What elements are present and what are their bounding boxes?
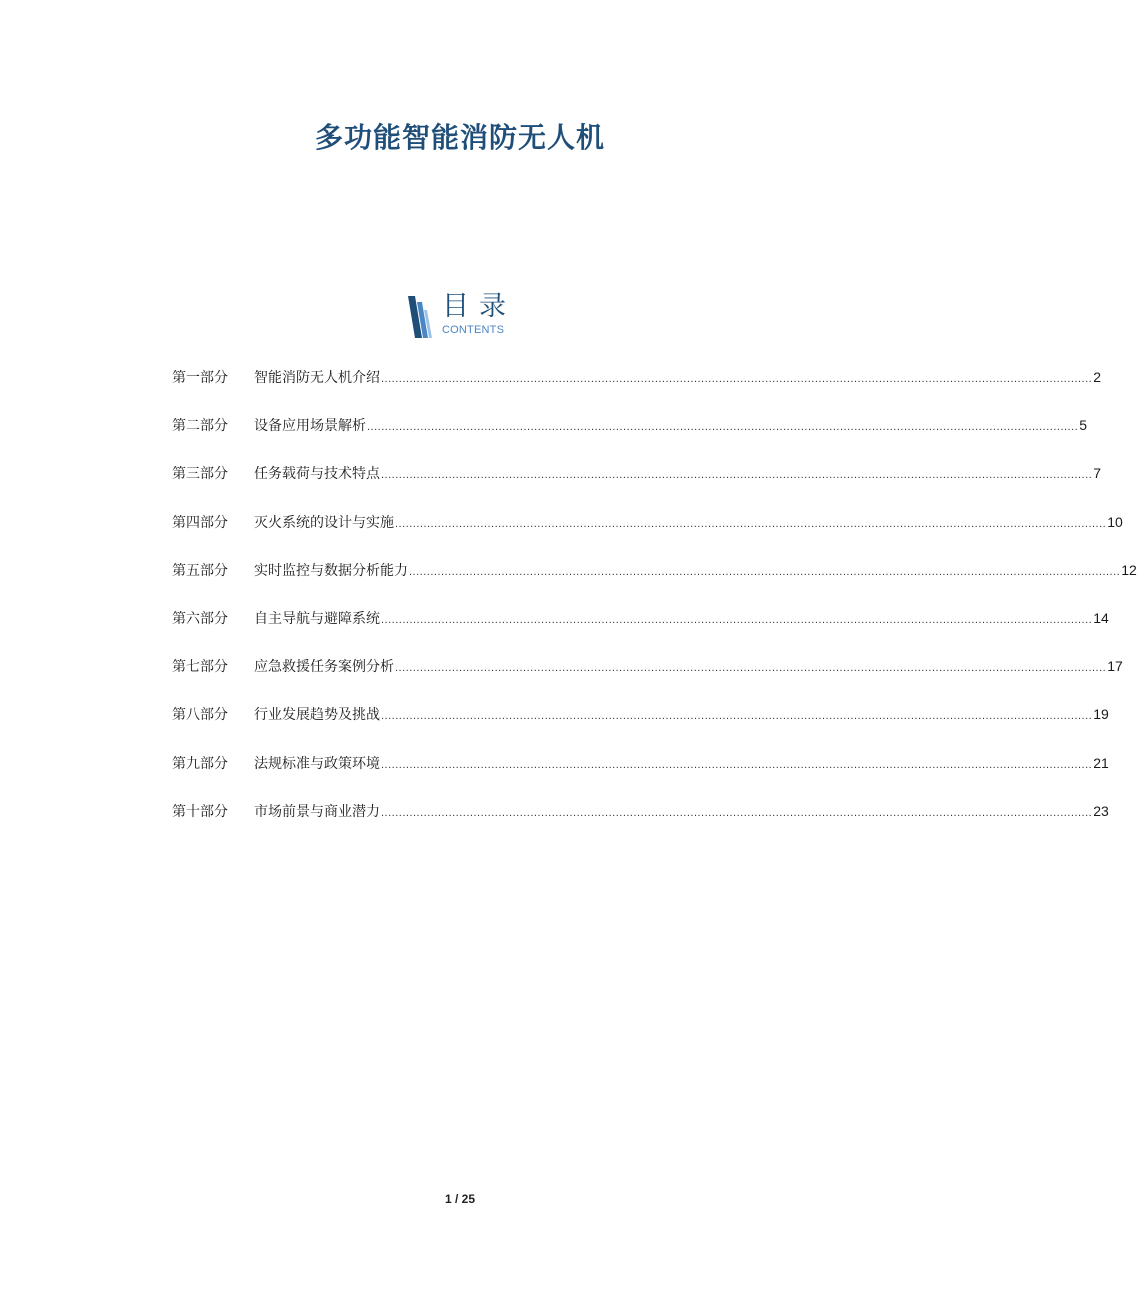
toc-entry-title: 自主导航与避障系统 (254, 610, 380, 627)
toc-dot-leader: ........................................................................................................................................................................................................ (409, 565, 1121, 578)
toc-entry-part: 第二部分 (172, 418, 228, 435)
toc-heading: 目录 (442, 291, 516, 322)
toc-entry-part: 第七部分 (172, 659, 228, 676)
toc-entry-title: 任务载荷与技术特点 (254, 466, 380, 483)
toc-entry[interactable] (172, 412, 1088, 460)
toc-entry[interactable] (172, 460, 1102, 508)
document-title: 多功能智能消防无人机 (314, 121, 605, 154)
toc-entry-part: 第十部分 (172, 803, 228, 820)
toc-dot-leader: ........................................................................................................................................................................................................ (381, 710, 1093, 723)
toc-entry-page: 2 (1093, 369, 1102, 385)
toc-entry-part: 第九部分 (172, 755, 228, 772)
toc-entry-part: 第一部分 (172, 370, 228, 386)
toc-dot-leader: ........................................................................................................................................................................................................ (367, 421, 1079, 434)
page-indicator: 1 / 25 (444, 1192, 476, 1206)
toc-dot-leader: ........................................................................................................................................................................................................ (381, 373, 1093, 385)
toc-entry-part: 第三部分 (172, 466, 228, 483)
toc-entry-title: 灭火系统的设计与实施 (254, 514, 394, 531)
toc-entry-title: 应急救援任务案例分析 (254, 659, 394, 676)
toc-entry[interactable] (172, 750, 1109, 798)
toc-entry[interactable] (172, 798, 1109, 846)
toc-entry-page: 10 (1107, 513, 1123, 530)
toc-dot-leader: ........................................................................................................................................................................................................ (381, 469, 1093, 482)
toc-dot-leader: ........................................................................................................................................................................................................ (395, 517, 1107, 530)
toc-entry-page: 19 (1093, 706, 1109, 723)
toc-dot-leader: ........................................................................................................................................................................................................ (381, 613, 1093, 626)
toc-entry[interactable] (172, 653, 1123, 701)
toc-entry[interactable] (172, 364, 1102, 412)
toc-entry[interactable] (172, 701, 1109, 749)
toc-dot-leader: ........................................................................................................................................................................................................ (395, 662, 1107, 675)
toc-bars-icon (406, 296, 432, 338)
toc-entry-title: 实时监控与数据分析能力 (254, 562, 408, 579)
toc-entry-title: 设备应用场景解析 (254, 418, 366, 435)
toc-subheading: CONTENTS (442, 324, 505, 336)
toc-dot-leader: ........................................................................................................................................................................................................ (381, 806, 1093, 819)
toc-entry-part: 第四部分 (172, 514, 228, 531)
toc-dot-leader: ........................................................................................................................................................................................................ (381, 758, 1093, 771)
toc-header (406, 291, 526, 342)
toc-entry-page: 7 (1093, 465, 1102, 482)
toc-entry-page: 23 (1093, 802, 1109, 819)
toc-entry-page: 21 (1093, 754, 1109, 771)
toc-entry-title: 法规标准与政策环境 (254, 755, 380, 772)
toc-entry[interactable] (172, 605, 1109, 653)
toc-entry-page: 14 (1093, 609, 1109, 626)
toc-entry-page: 17 (1107, 658, 1123, 675)
toc-entry-title: 智能消防无人机介绍 (254, 370, 380, 386)
toc-list (172, 364, 1137, 846)
toc-entry[interactable] (172, 557, 1137, 605)
toc-entry-part: 第五部分 (172, 562, 228, 579)
toc-entry-part: 第六部分 (172, 610, 228, 627)
toc-entry-title: 市场前景与商业潜力 (254, 803, 380, 820)
toc-entry[interactable] (172, 509, 1123, 557)
toc-entry-page: 12 (1121, 561, 1137, 578)
toc-entry-title: 行业发展趋势及挑战 (254, 707, 380, 724)
toc-entry-page: 5 (1079, 417, 1088, 434)
toc-entry-part: 第八部分 (172, 707, 228, 724)
